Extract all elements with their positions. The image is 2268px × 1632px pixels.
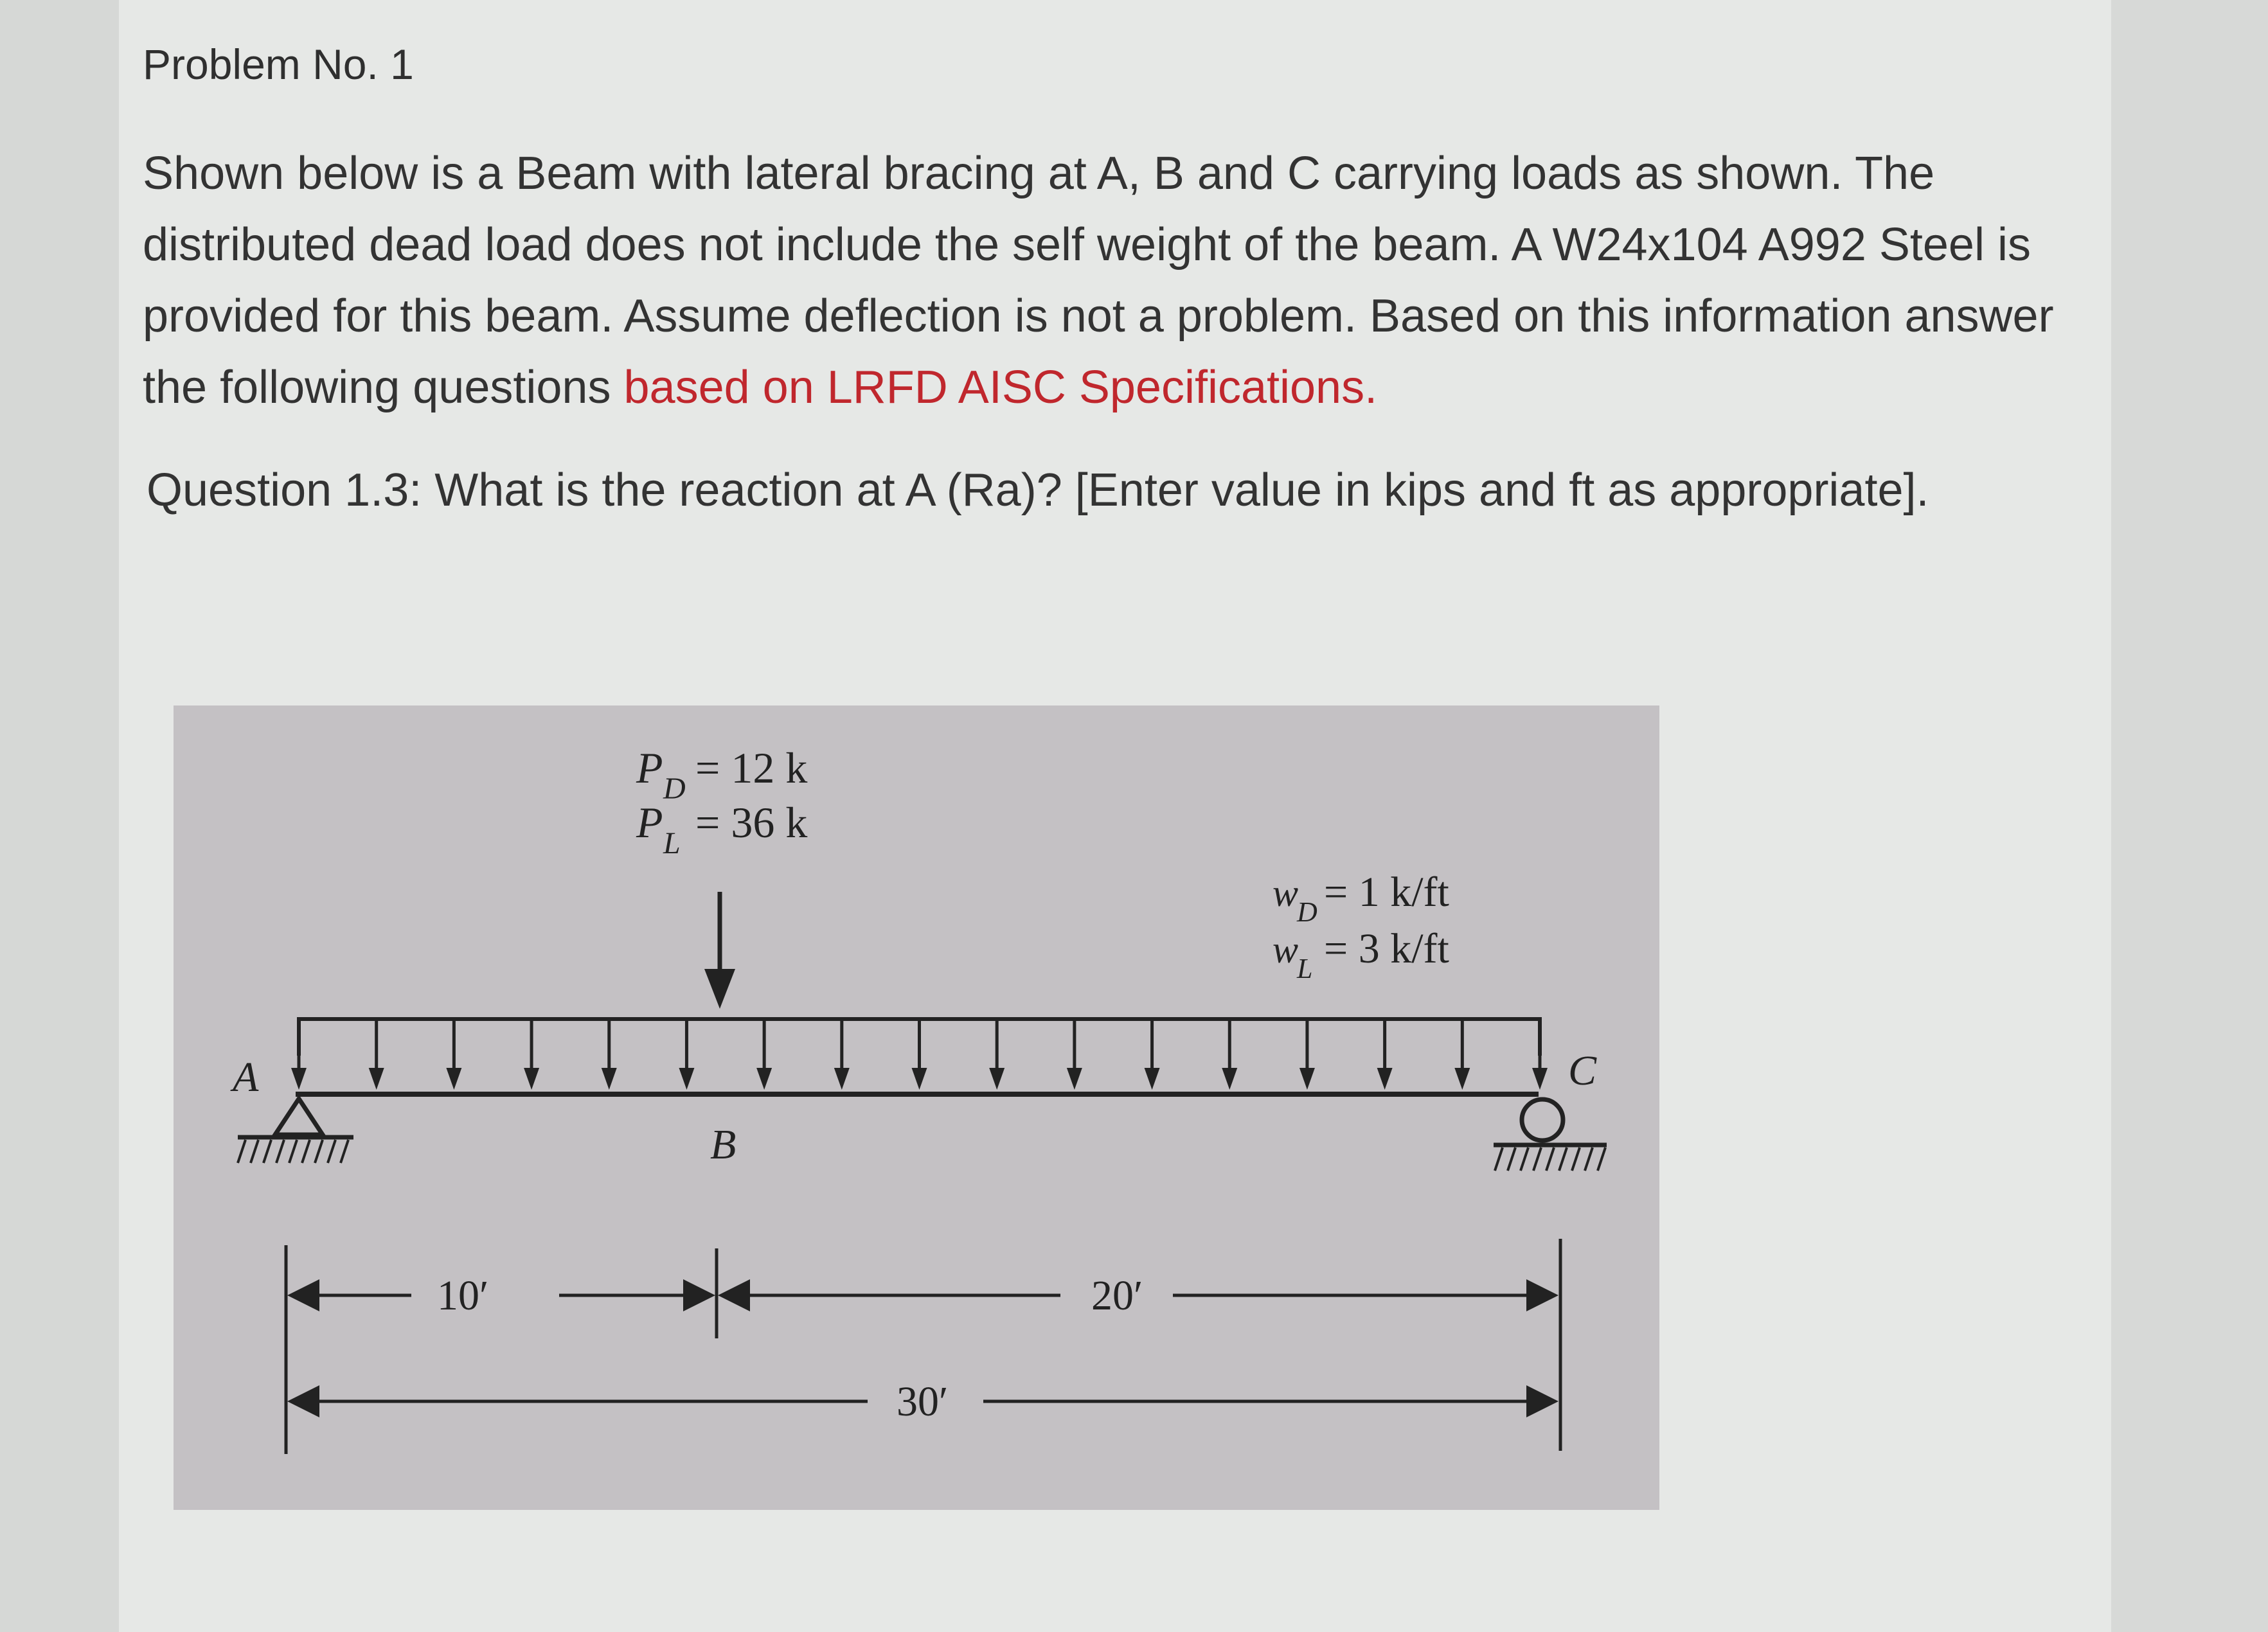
label-b: B <box>710 1121 737 1168</box>
distributed-load-arrow <box>1067 1019 1082 1090</box>
point-load-labels <box>636 743 807 860</box>
lrfd-highlight: based on LRFD AISC Specifications. <box>623 362 1378 413</box>
problem-statement-main: Shown below is a Beam with lateral bracing at A, B and C carrying loads as shown. The distributed dead load does not include the self weight of the beam. A W24x104 A992 Steel is provided for this beam. Assume deflection is not a problem. Based on this information answer the following questions <box>143 148 2054 413</box>
dist-load-live-sub: L <box>1297 953 1313 984</box>
dimension-ab <box>290 1272 712 1319</box>
distributed-load <box>291 1019 1548 1090</box>
distributed-load-arrow <box>912 1019 927 1090</box>
beam-figure <box>174 705 1659 1510</box>
distributed-load-arrow <box>369 1019 384 1090</box>
distributed-load-arrow <box>1454 1019 1470 1090</box>
distributed-load-arrow <box>834 1019 850 1090</box>
distributed-load-arrow <box>1145 1019 1160 1090</box>
pin-support-a <box>238 1099 353 1163</box>
point-load-dead-sub: D <box>663 772 686 806</box>
problem-title: Problem No. 1 <box>143 40 414 88</box>
distributed-load-arrow <box>602 1019 617 1090</box>
dist-load-dead-value: = 1 k/ft <box>1324 869 1449 916</box>
dimension-bc-label: 20′ <box>1091 1272 1143 1319</box>
distributed-load-arrow <box>1532 1019 1548 1090</box>
point-load-arrow <box>704 892 735 1009</box>
distributed-load-arrow <box>1377 1019 1393 1090</box>
distributed-load-arrow <box>1299 1019 1315 1090</box>
distributed-load-arrow <box>756 1019 772 1090</box>
point-load-live-symbol: P <box>636 798 663 847</box>
point-load-live-value: = 36 k <box>695 798 808 847</box>
dist-load-dead-sub: D <box>1297 896 1317 928</box>
distributed-load-labels <box>1272 869 1449 984</box>
dist-load-live-symbol: w <box>1272 928 1299 971</box>
distributed-load-arrow <box>989 1019 1005 1090</box>
distributed-load-arrow <box>291 1019 307 1090</box>
distributed-load-arrow <box>1222 1019 1237 1090</box>
beam-diagram <box>174 705 1659 1510</box>
label-a: A <box>233 1054 259 1101</box>
question-1-3: Question 1.3: What is the reaction at A (Ra)? [Enter value in kips and ft as appropriate]. <box>147 465 1929 516</box>
right-background-strip <box>2111 0 2268 1632</box>
dimension-bc <box>721 1272 1555 1319</box>
distributed-load-arrow <box>446 1019 461 1090</box>
dist-load-dead-symbol: w <box>1272 872 1299 914</box>
distributed-load-arrow <box>524 1019 539 1090</box>
label-c: C <box>1568 1047 1597 1094</box>
point-load-dead-value: = 12 k <box>695 743 808 792</box>
distributed-load-arrow <box>679 1019 694 1090</box>
problem-statement <box>143 138 2071 423</box>
dist-load-live-value: = 3 k/ft <box>1324 925 1449 972</box>
point-load-live-sub: L <box>663 826 681 860</box>
roller-support-c <box>1494 1099 1607 1171</box>
point-load-dead-symbol: P <box>636 743 663 792</box>
dimension-ac-label: 30′ <box>897 1378 949 1425</box>
dimension-ab-label: 10′ <box>437 1272 489 1319</box>
dimension-ac <box>290 1378 1555 1425</box>
left-background-strip <box>0 0 119 1632</box>
